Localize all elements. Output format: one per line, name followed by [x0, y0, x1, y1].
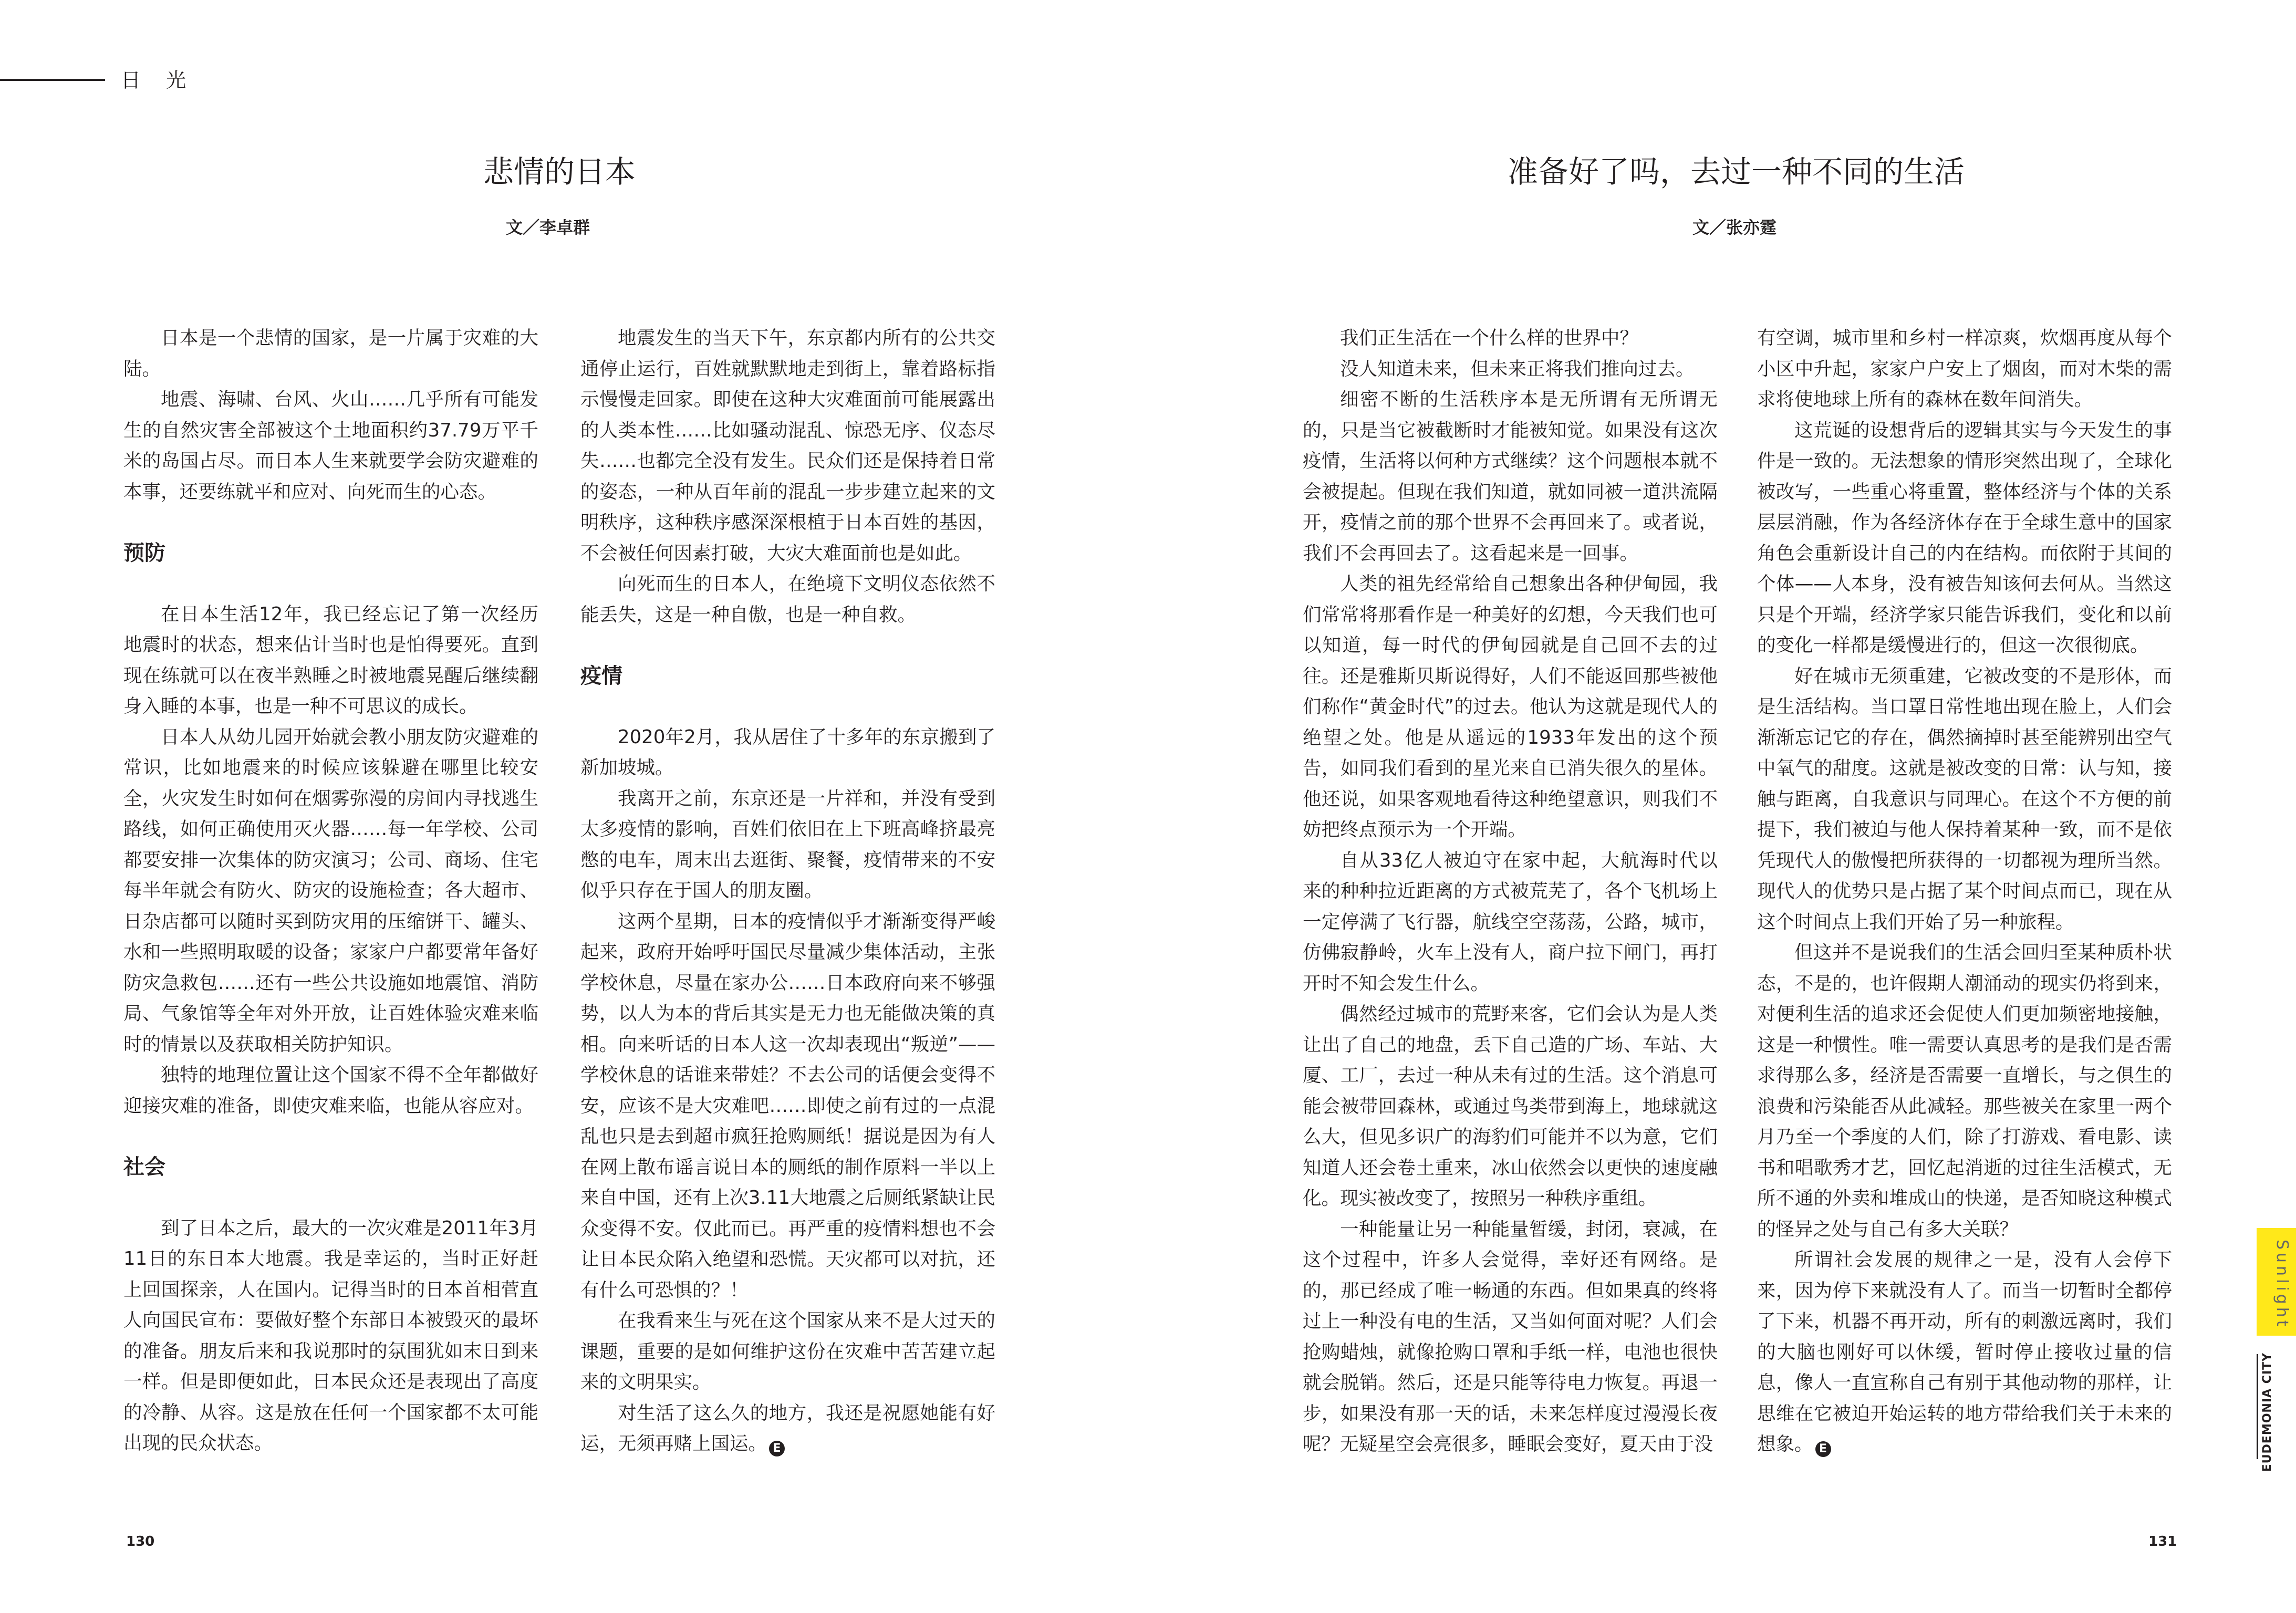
- paragraph: [580, 907, 995, 1306]
- paragraph-text: 疫情: [580, 664, 622, 688]
- paragraph: [580, 323, 995, 569]
- paragraph-text: 自从33亿人被迫守在家中起，大航海时代以来的种种拉近距离的方式被荒芜了，各个飞机场上一定停满了飞行器，航线空空荡荡，公路，城市，仿佛寂静岭，火车上没有人，商户拉下闸门，再打开时不知会发生什么。: [1303, 849, 1718, 994]
- end-mark-icon: E: [1815, 1441, 1831, 1457]
- paragraph-text: 这两个星期，日本的疫情似乎才渐渐变得严峻起来，政府开始呼吁国民尽量减少集体活动，主张学校休息，尽量在家办公……日本政府向来不够强势，以人为本的背后其实是无力也无能做决策的真相。向来听话的日本人这一次却表现出“叛逆”——学校休息的话谁来带娃？不去公司的话便会变得不安，应该不是大灾难吧……即使之前有过的一点混乱也只是去到超市疯狂抢购厕纸！据说是因为有人在网上散布谣言说日本的厕纸的制作原料一半以上来自中国，还有上次3.11大地震之后厕纸紧缺让民众变得不安。仅此而已。再严重的疫情料想也不会让日本民众陷入绝望和恐慌。天灾都可以对抗，还有什么可恐惧的？！: [580, 910, 995, 1301]
- paragraph: [1303, 846, 1718, 1000]
- paragraph-text: 我离开之前，东京还是一片祥和，并没有受到太多疫情的影响，百姓们依旧在上下班高峰挤最亮憋的电车，周末出去逛街、聚餐，疫情带来的不安似乎只存在于国人的朋友圈。: [580, 787, 995, 901]
- paragraph-text: 好在城市无须重建，它被改变的不是形体，而是生活结构。当口罩日常性地出现在脸上，人们会渐渐忘记它的存在，偶然摘掉时甚至能辨别出空气中氧气的甜度。这就是被改变的日常：认与知，接触与距离，自我意识与同理心。在这个不方便的前提下，我们被迫与他人保持着某种一致，而不是依凭现代人的傲慢把所获得的一切都视为理所当然。现代人的优势只是占据了某个时间点而已，现在从这个时间点上我们开始了另一种旅程。: [1757, 665, 2172, 933]
- paragraph: [123, 599, 538, 722]
- paragraph: [580, 1306, 995, 1398]
- paragraph-text: 人类的祖先经常给自己想象出各种伊甸园，我们常常将那看作是一种美好的幻想，今天我们也可以知道，每一时代的伊甸园就是自己回不去的过往。还是雅斯贝斯说得好，人们不能返回那些被他们称作“黄金时代”的过去。他认为这就是现代人的绝望之处。他是从遥远的1933年发出的这个预告，如同我们看到的星光来自已消失很久的星体。他还说，如果客观地看待这种绝望意识，则我们不妨把终点预示为一个开端。: [1303, 573, 1718, 840]
- paragraph-text: 这荒诞的设想背后的逻辑其实与今天发生的事件是一致的。无法想象的情形突然出现了，全球化被改写，一些重心将重置，整体经济与个体的关系层层消融，作为各经济体存在于全球生意中的国家角色会重新设计自己的内在结构。而依附于其间的个体——人本身，没有被告知该何去何从。当然这只是个开端，经济学家只能告诉我们，变化和以前的变化一样都是缓慢进行的，但这一次很彻底。: [1757, 419, 2172, 656]
- paragraph: [1757, 323, 2172, 415]
- paragraph: [580, 1398, 995, 1460]
- paragraph-text: 地震、海啸、台风、火山……几乎所有可能发生的自然灾害全部被这个土地面积约37.79万平千米的岛国占尽。而日本人生来就要学会防灾避难的本事，还要练就平和应对、向死而生的心态。: [123, 389, 538, 503]
- paragraph-text: 有空调，城市里和乡村一样凉爽，炊烟再度从每个小区中升起，家家户户安上了烟囱，而对木柴的需求将使地球上所有的森林在数年间消失。: [1757, 327, 2172, 410]
- paragraph: [1303, 354, 1718, 385]
- section-heading: [580, 661, 995, 692]
- paragraph-text: 我们正生活在一个什么样的世界中？: [1340, 327, 1639, 349]
- section-label: 日 光: [121, 69, 196, 92]
- paragraph-text: 社会: [123, 1155, 165, 1179]
- paragraph-text: 偶然经过城市的荒野来客，它们会认为是人类让出了自己的地盘，丢下自己造的广场、车站、大厦、工厂，去过一种从未有过的生活。这个消息可能会被带回森林，或通过鸟类带到海上，地球就这么大，但见多识广的海豹们可能并不以为意，它们知道人还会卷土重来，冰山依然会以更快的速度融化。现实被改变了，按照另一种秩序重组。: [1303, 1003, 1718, 1209]
- paragraph-text: 预防: [123, 541, 165, 565]
- paragraph: [1757, 415, 2172, 661]
- paragraph: [1757, 938, 2172, 1245]
- paragraph: [1757, 1245, 2172, 1460]
- paragraph-text: 到了日本之后，最大的一次灾难是2011年3月11日的东日本大地震。我是幸运的，当时正好赶上回国探亲，人在国内。记得当时的日本首相菅直人向国民宣布：要做好整个东部日本被毁灭的最坏的准备。朋友后来和我说那时的氛围犹如末日到来一样。但是即便如此，日本民众还是表现出了高度的冷静、从容。这是放在任何一个国家都不太可能出现的民众状态。: [123, 1217, 538, 1454]
- paragraph-text: 日本是一个悲情的国家，是一片属于灾难的大陆。: [123, 327, 538, 380]
- left-article-column-2: [580, 323, 995, 1460]
- paragraph-text: 对生活了这么久的地方，我还是祝愿她能有好运，无须再赌上国运。: [580, 1402, 995, 1454]
- magazine-rule: [2257, 1354, 2258, 1459]
- sunlight-tab-label: Sunlight: [2273, 1240, 2291, 1330]
- paragraph: [580, 722, 995, 784]
- left-article-title: 悲情的日本: [483, 154, 636, 190]
- paragraph: [1303, 384, 1718, 569]
- right-article-title: 准备好了吗，去过一种不同的生活: [1508, 154, 1965, 190]
- paragraph: [1303, 569, 1718, 846]
- paragraph-text: 向死而生的日本人，在绝境下文明仪态依然不能丢失，这是一种自傲，也是一种自救。: [580, 573, 995, 626]
- page-number-left: 130: [126, 1534, 155, 1549]
- paragraph: [580, 569, 995, 630]
- paragraph: [123, 722, 538, 1060]
- magazine-name: EUDEMONIA CITY: [2261, 1352, 2274, 1472]
- right-article-column-1: [1303, 323, 1718, 1460]
- paragraph-text: 但这并不是说我们的生活会回归至某种质朴状态，不是的，也许假期人潮涌动的现实仍将到来，对便利生活的追求还会促使人们更加频密地接触，这是一种惯性。唯一需要认真思考的是我们是否需求得那么多，经济是否需要一直增长，与之俱生的浪费和污染能否从此减轻。那些被关在家里一两个月乃至一个季度的人们，除了打游戏、看电影、读书和唱歌秀才艺，回忆起消逝的过往生活模式，无所不通的外卖和堆成山的快递，是否知晓这种模式的怪异之处与自己有多大关联？: [1757, 942, 2172, 1240]
- header-rule: [0, 79, 105, 81]
- paragraph-text: 在我看来生与死在这个国家从来不是大过天的课题，重要的是如何维护这份在灾难中苦苦建立起来的文明果实。: [580, 1310, 995, 1393]
- paragraph: [123, 384, 538, 507]
- end-mark-icon: E: [769, 1441, 785, 1456]
- paragraph-text: 地震发生的当天下午，东京都内所有的公共交通停止运行，百姓就默默地走到街上，靠着路标指示慢慢走回家。即使在这种大灾难面前可能展露出的人类本性……比如骚动混乱、惊恐无序、仪态尽失……也都完全没有发生。民众们还是保持着日常的姿态，一种从百年前的混乱一步步建立起来的文明秩序，这种秩序感深深根植于日本百姓的基因，不会被任何因素打破，大灾大难面前也是如此。: [580, 327, 995, 564]
- page-number-right: 131: [2148, 1534, 2177, 1549]
- paragraph-text: 一种能量让另一种能量暂缓，封闭，衰减，在这个过程中，许多人会觉得，幸好还有网络。是的，那已经成了唯一畅通的东西。但如果真的终将过上一种没有电的生活，又当如何面对呢？人们会抢购蜡烛，就像抢购口罩和手纸一样，电池也很快就会脱销。然后，还是只能等待电力恢复。再退一步，如果没有那一天的话，未来怎样度过漫漫长夜呢？无疑星空会亮很多，睡眠会变好，夏天由于没: [1303, 1218, 1718, 1455]
- paragraph-text: 细密不断的生活秩序本是无所谓有无所谓无的，只是当它被截断时才能被知觉。如果没有这次疫情，生活将以何种方式继续？这个问题根本就不会被提起。但现在我们知道，就如同被一道洪流隔开，疫情之前的那个世界不会再回来了。或者说，我们不会再回去了。这看起来是一回事。: [1303, 389, 1718, 564]
- paragraph: [1757, 661, 2172, 938]
- paragraph: [1303, 999, 1718, 1214]
- left-article-column-1: [123, 323, 538, 1459]
- paragraph: [123, 1060, 538, 1121]
- paragraph: [1303, 323, 1718, 354]
- paragraph-text: 日本人从幼儿园开始就会教小朋友防灾避难的常识，比如地震来的时候应该躲避在哪里比较安全，火灾发生时如何在烟雾弥漫的房间内寻找逃生路线，如何正确使用灭火器……每一年学校、公司都要安排一次集体的防灾演习；公司、商场、住宅每半年就会有防火、防灾的设施检查；各大超市、日杂店都可以随时买到防灾用的压缩饼干、罐头、水和一些照明取暖的设备；家家户户都要常年备好防灾急救包……还有一些公共设施如地震馆、消防局、气象馆等全年对外开放，让百姓体验灾难来临时的情景以及获取相关防护知识。: [123, 726, 538, 1055]
- paragraph-text: 在日本生活12年，我已经忘记了第一次经历地震时的状态，想来估计当时也是怕得要死。直到现在练就可以在夜半熟睡之时被地震晃醒后继续翻身入睡的本事，也是一种不可思议的成长。: [123, 603, 538, 717]
- right-article-byline: 文／张亦霆: [1692, 217, 1777, 237]
- section-heading: [123, 538, 538, 569]
- paragraph-text: 2020年2月，我从居住了十多年的东京搬到了新加坡城。: [580, 726, 995, 778]
- paragraph: [123, 1213, 538, 1459]
- paragraph: [123, 323, 538, 384]
- section-heading: [123, 1152, 538, 1183]
- paragraph: [1303, 1214, 1718, 1460]
- left-article-byline: 文／李卓群: [506, 217, 590, 237]
- paragraph: [580, 784, 995, 907]
- paragraph-text: 没人知道未来，但未来正将我们推向过去。: [1340, 358, 1695, 380]
- paragraph-text: 独特的地理位置让这个国家不得不全年都做好迎接灾难的准备，即使灾难来临，也能从容应对。: [123, 1064, 538, 1117]
- right-article-column-2: [1757, 323, 2172, 1460]
- paragraph-text: 所谓社会发展的规律之一是，没有人会停下来，因为停下来就没有人了。而当一切暂时全都停了下来，机器不再开动，所有的刺激远离时，我们的大脑也刚好可以休缓，暂时停止接收过量的信息，像人一直宣称自己有别于其他动物的那样，让思维在它被迫开始运转的地方带给我们关于未来的想象。: [1757, 1249, 2172, 1455]
